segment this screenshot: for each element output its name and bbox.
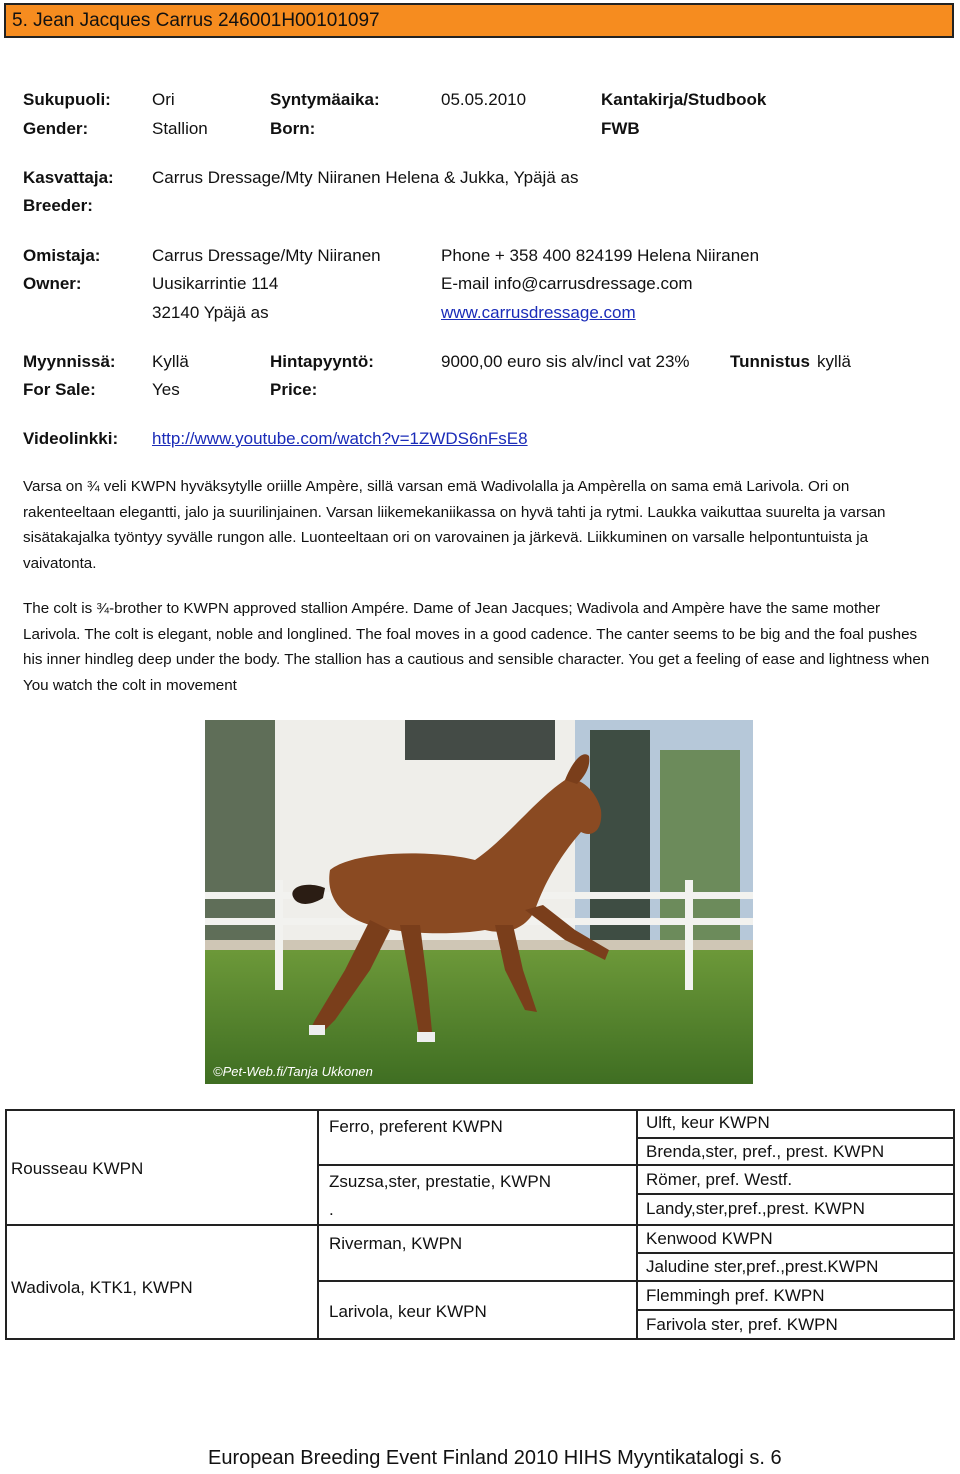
pedigree-sire: Rousseau KWPN <box>11 1159 144 1178</box>
pedigree-gen3-7: Flemmingh pref. KWPN <box>646 1286 825 1305</box>
phone: Phone + 358 400 824199 Helena Niiranen <box>441 246 760 265</box>
pedigree-gen3-6: Jaludine ster,pref.,prest.KWPN <box>646 1257 879 1276</box>
pedigree-gen3-cell-4 <box>636 1193 955 1226</box>
forsale-value-fi: Kyllä <box>152 352 189 371</box>
pedigree-gen3-cell-2 <box>636 1137 955 1166</box>
pedigree-gen3-cell-5 <box>636 1224 955 1254</box>
pedigree-gen3-1: Ulft, keur KWPN <box>646 1113 770 1132</box>
breeder-label-en: Breeder: <box>23 196 93 215</box>
website-link[interactable]: www.carrusdressage.com <box>441 303 636 322</box>
breeder-label-fi: Kasvattaja: <box>23 168 114 187</box>
pedigree-gen3-cell-8 <box>636 1309 955 1340</box>
owner-label-en: Owner: <box>23 274 82 293</box>
pedigree-gen3-3: Römer, pref. Westf. <box>646 1170 793 1189</box>
pedigree-gen3-5: Kenwood KWPN <box>646 1229 773 1248</box>
page-footer: European Breeding Event Finland 2010 HIHS Myyntikatalogi s. 6 <box>208 1447 782 1469</box>
pedigree-gen3-2: Brenda,ster, pref., prest. KWPN <box>646 1142 885 1161</box>
tunnistus-label: Tunnistus <box>730 352 810 371</box>
born-label-fi: Syntymäaika: <box>270 90 380 109</box>
owner-line1: Carrus Dressage/Mty Niiranen <box>152 246 381 265</box>
pedigree-gen2-cell-1 <box>317 1109 638 1166</box>
pedigree-gen2-4: Larivola, keur KWPN <box>329 1302 487 1321</box>
video-link[interactable]: http://www.youtube.com/watch?v=1ZWDS6nFsE8 <box>152 429 528 448</box>
breeder-value: Carrus Dressage/Mty Niiranen Helena & Jukka, Ypäjä as <box>152 168 579 187</box>
email: E-mail info@carrusdressage.com <box>441 274 693 293</box>
born-label-en: Born: <box>270 119 316 138</box>
owner-line2: Uusikarrintie 114 <box>152 274 279 293</box>
gender-label-en: Gender: <box>23 119 89 138</box>
pedigree-dam: Wadivola, KTK1, KWPN <box>11 1278 193 1297</box>
gender-label-fi: Sukupuoli: <box>23 90 111 109</box>
pedigree-gen2-2: Zsuzsa,ster, prestatie, KWPN <box>329 1172 552 1191</box>
gender-value-fi: Ori <box>152 90 175 109</box>
pedigree-gen3-cell-6 <box>636 1252 955 1282</box>
pedigree-gen2-cell-3 <box>317 1224 638 1282</box>
pedigree-gen2-cell-2 <box>317 1164 638 1226</box>
forsale-label-fi: Myynnissä: <box>23 352 116 371</box>
price-value: 9000,00 euro sis alv/incl vat 23% <box>441 352 690 371</box>
price-label-en: Price: <box>270 380 318 399</box>
pedigree-gen2-mark: . <box>329 1200 334 1219</box>
pedigree-gen3-cell-7 <box>636 1280 955 1311</box>
description-en: The colt is ¾-brother to KWPN approved stallion Ampére. Dame of Jean Jacques; Wadivola and Ampère have the same mother Larivola. The colt is elegant, noble and longlined. The foal moves in a good cadence. The canter seems to be big and the foal pushes his inner hindleg deep under the body. The stallion has a cautious and sensible character. You get a feeling of ease and lightness when You watch the colt in movement <box>23 600 930 694</box>
gender-value-en: Stallion <box>152 119 208 138</box>
photo-credit: ©Pet-Web.fi/Tanja Ukkonen <box>213 1064 373 1079</box>
studbook-value: FWB <box>601 119 640 138</box>
pedigree-gen2-cell-4 <box>317 1280 638 1340</box>
owner-label-fi: Omistaja: <box>23 246 101 265</box>
foal-photo-illustration <box>205 720 753 1084</box>
pedigree-gen3-cell-1 <box>636 1109 955 1139</box>
owner-line3: 32140 Ypäjä as <box>152 303 269 322</box>
born-value: 05.05.2010 <box>441 90 527 109</box>
forsale-value-en: Yes <box>152 380 180 399</box>
pedigree-gen2-3: Riverman, KWPN <box>329 1234 463 1253</box>
page-title: 5. Jean Jacques Carrus 246001H00101097 <box>12 10 380 31</box>
pedigree-gen3-cell-3 <box>636 1164 955 1195</box>
pedigree-gen3-8: Farivola ster, pref. KWPN <box>646 1315 838 1334</box>
description-fi: Varsa on ¾ veli KWPN hyväksytylle oriille Ampère, sillä varsan emä Wadivolalla ja Ampèrella on sama emä Larivola. Ori on rakenteeltaan elegantti, jalo ja suurilinjainen. Varsan liikemekaniikassa on hyvä tahti ja rytmi. Laukka vaikuttaa suurelta ja varsan sisätakajalka työntyy syvälle rungon alle. Luonteeltaan ori on varovainen ja järkevä. Liikkuminen on varsalle helpontuntuista ja vaivatonta. <box>23 478 886 572</box>
video-label: Videolinkki: <box>23 429 119 448</box>
pedigree-gen2-1: Ferro, preferent KWPN <box>329 1117 503 1136</box>
foal-photo <box>205 720 753 1084</box>
forsale-label-en: For Sale: <box>23 380 96 399</box>
studbook-label: Kantakirja/Studbook <box>601 90 767 109</box>
tunnistus-value: kyllä <box>817 352 852 371</box>
pedigree-dam-cell <box>5 1224 319 1340</box>
price-label-fi: Hintapyyntö: <box>270 352 374 371</box>
title-bar <box>4 3 954 38</box>
pedigree-sire-cell <box>5 1109 319 1226</box>
pedigree-gen3-4: Landy,ster,pref.,prest. KWPN <box>646 1199 865 1218</box>
